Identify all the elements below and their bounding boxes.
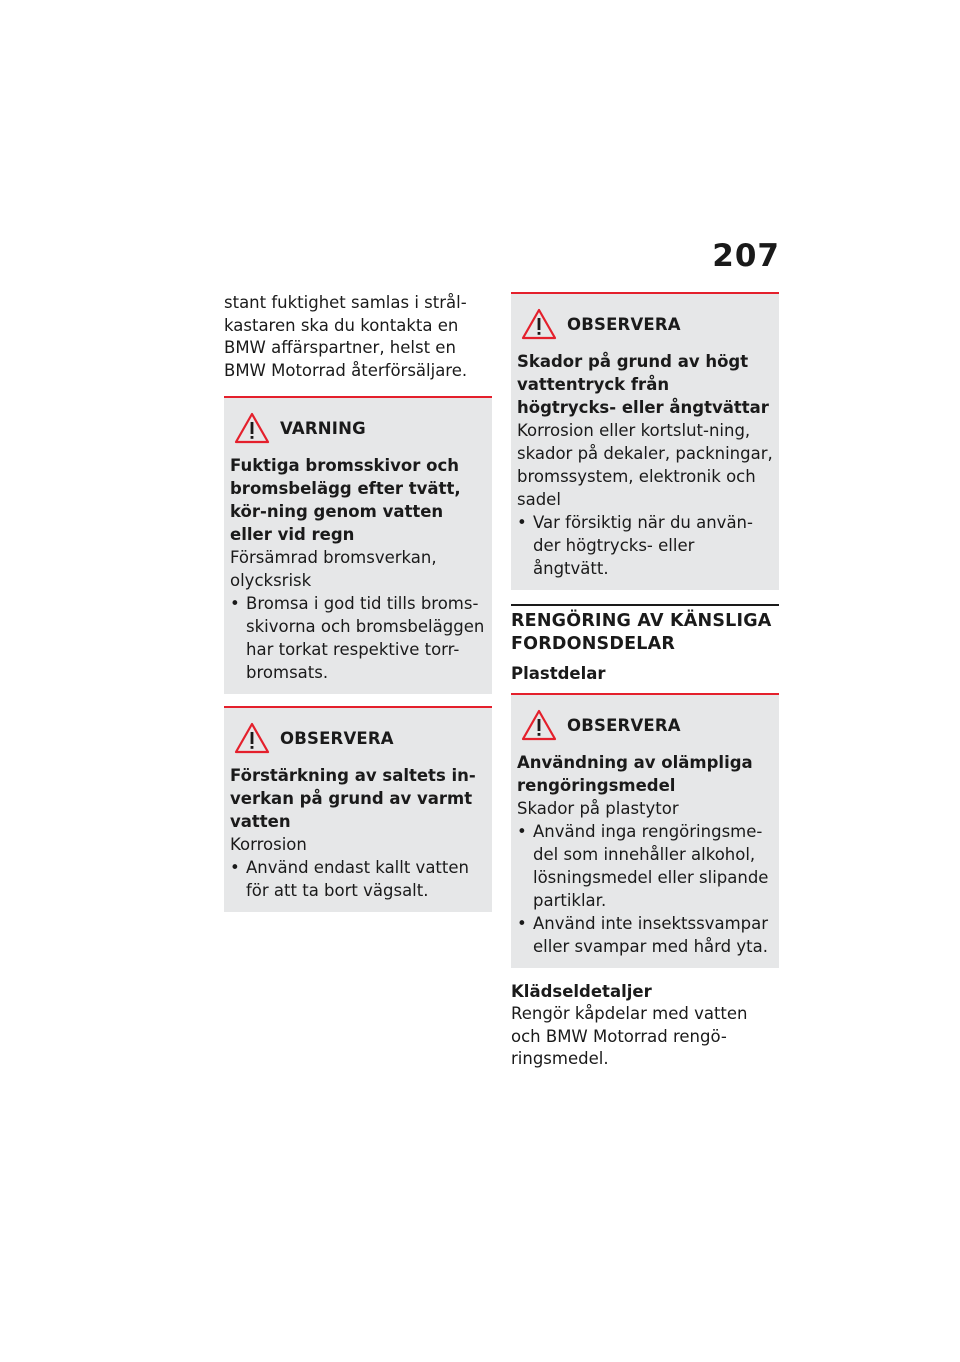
notice-label: OBSERVERA — [567, 314, 681, 334]
warning-label: VARNING — [280, 418, 366, 438]
right-column — [511, 292, 779, 1071]
notice-bullet-list — [517, 820, 773, 958]
warning-triangle-icon — [521, 708, 557, 742]
list-item: • Använd inga rengöringsme-del som innehåller alkohol, lösningsmedel eller slipande partiklar. — [517, 820, 773, 912]
subheading-kladseldetaljer: Klädseldetaljer — [511, 982, 652, 1001]
section-heading: RENGÖRING AV KÄNSLIGA FORDONSDELAR — [511, 604, 779, 656]
notice-label: OBSERVERA — [567, 715, 681, 735]
list-item: • Bromsa i god tid tills broms-skivorna och bromsbeläggen har torkat respektive torr-bromsats. — [230, 592, 486, 684]
notice-box-header — [517, 306, 773, 342]
page-number: 207 — [712, 238, 780, 274]
warning-title: Fuktiga bromsskivor och bromsbelägg efter tvätt, kör-ning genom vatten eller vid regn — [230, 456, 461, 545]
warning-triangle-icon — [521, 307, 557, 341]
list-item: • Använd inte insektssvampar eller svampar med hård yta. — [517, 912, 773, 958]
warning-bullet-list — [230, 592, 486, 684]
notice-consequence: Korrosion — [230, 835, 307, 855]
notice-box-salt — [224, 706, 492, 912]
closing-text: Rengör kåpdelar med vatten och BMW Motorrad rengö-ringsmedel. — [511, 1004, 748, 1069]
notice-bullet-list — [230, 856, 486, 902]
intro-text: stant fuktighet samlas i strål-kastaren ska du kontakta en BMW affärspartner, helst en BMW Motorrad återförsäljare. — [224, 293, 468, 380]
notice-consequence: Skador på plastytor — [517, 799, 679, 818]
list-item: • Var försiktig när du använ-der högtrycks- eller ångtvätt. — [517, 511, 773, 580]
notice-box-header — [230, 720, 486, 756]
warning-box-header — [230, 410, 486, 446]
notice-title: Skador på grund av högt vattentryck från högtrycks- eller ångtvättar — [517, 352, 769, 417]
list-item: • Använd endast kallt vatten för att ta bort vägsalt. — [230, 856, 486, 902]
warning-triangle-icon — [234, 411, 270, 445]
warning-box — [224, 396, 492, 694]
notice-label: OBSERVERA — [280, 728, 394, 748]
notice-box-header — [517, 707, 773, 743]
notice-bullet-list — [517, 511, 773, 580]
subheading-plastdelar: Plastdelar — [511, 664, 606, 683]
notice-box-cleaning-agents — [511, 693, 779, 968]
warning-consequence: Försämrad bromsverkan, olycksrisk — [230, 548, 437, 591]
notice-title: Förstärkning av saltets in-verkan på grund av varmt vatten — [230, 766, 476, 832]
notice-consequence: Korrosion eller kortslut-ning, skador på dekaler, packningar, bromssystem, elektronik och sadel — [517, 421, 773, 509]
left-column — [224, 292, 492, 912]
warning-triangle-icon — [234, 721, 270, 755]
notice-box-high-pressure — [511, 292, 779, 590]
notice-title: Användning av olämpliga rengöringsmedel — [517, 753, 753, 795]
